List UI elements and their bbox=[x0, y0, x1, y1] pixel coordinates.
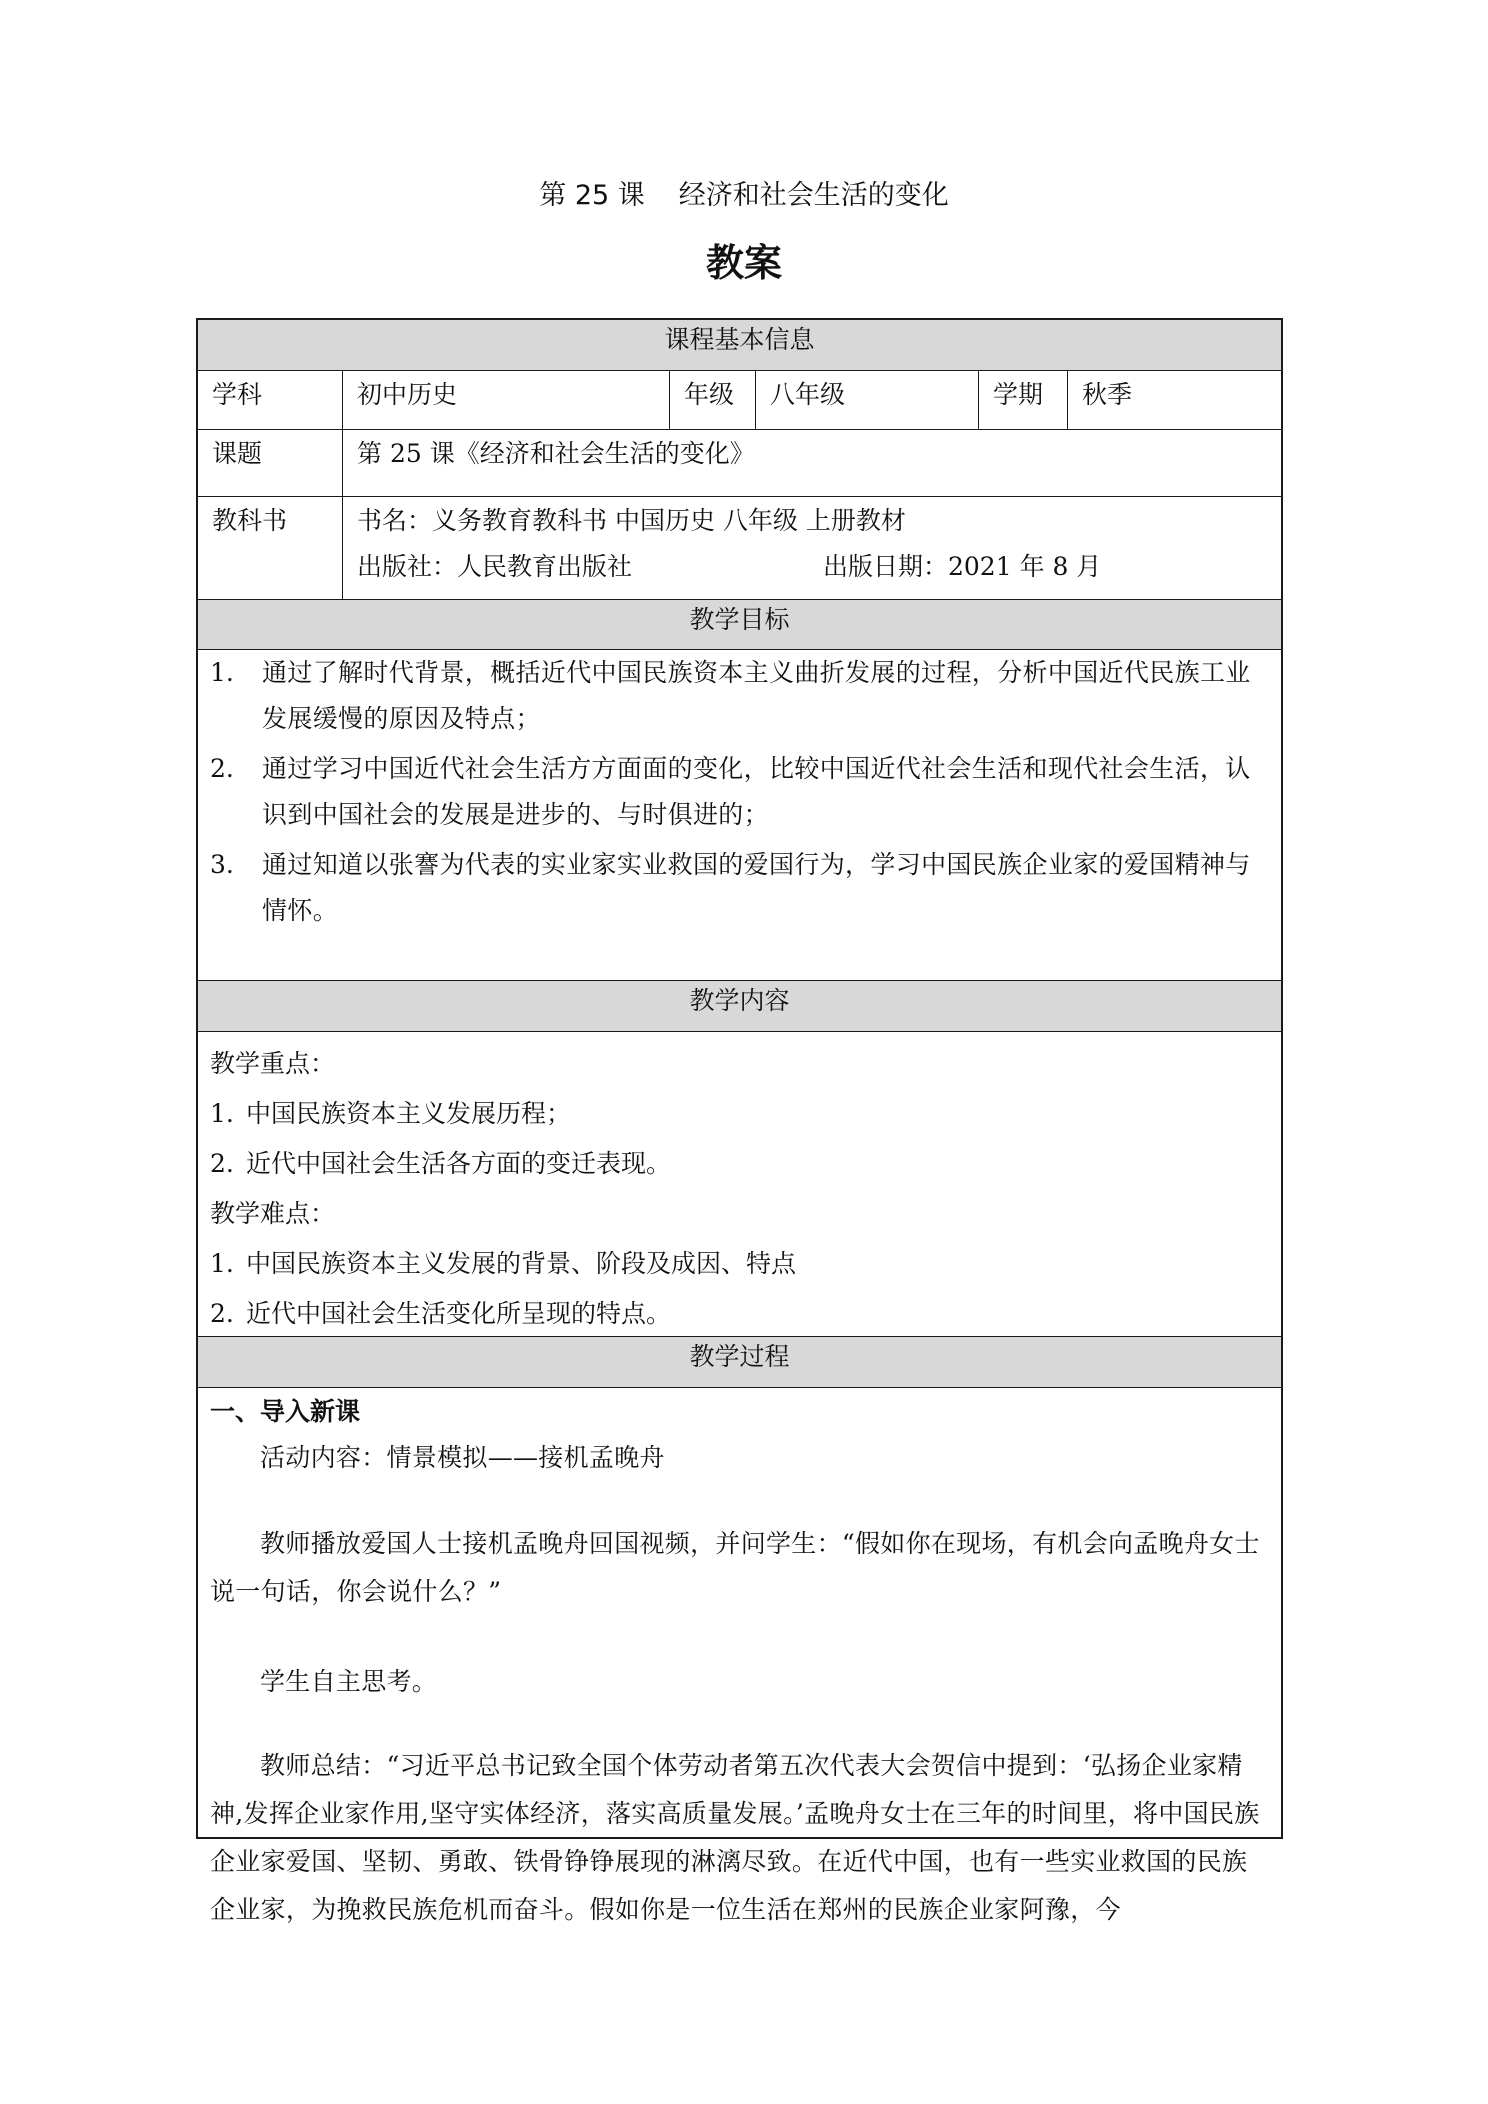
publisher: 出版社：人民教育出版社 bbox=[357, 552, 633, 581]
content-body bbox=[198, 1032, 1281, 1337]
process-heading: 教学过程 bbox=[689, 1342, 790, 1371]
objective-number: 2. bbox=[210, 754, 234, 783]
difficult-point-item bbox=[210, 1294, 671, 1334]
key-point-text: 中国民族资本主义发展历程； bbox=[246, 1099, 572, 1128]
textbook-row bbox=[198, 497, 1281, 600]
topic-row bbox=[198, 430, 1281, 497]
objective-number: 3. bbox=[210, 850, 234, 879]
objectives-body bbox=[198, 650, 1281, 981]
grade-value: 八年级 bbox=[756, 371, 979, 429]
teacher-question-paragraph: 教师播放爱国人士接机孟晚舟回国视频，并问学生：“假如你在现场，有机会向孟晚舟女士说一句话，你会说什么？” bbox=[210, 1529, 1260, 1606]
process-header-row bbox=[198, 1337, 1281, 1388]
subject-row bbox=[198, 371, 1281, 430]
key-point-item bbox=[210, 1094, 571, 1134]
lesson-number: 第 25 课 bbox=[539, 180, 645, 211]
difficult-point-number: 2. bbox=[210, 1299, 234, 1328]
objective-text: 通过了解时代背景，概括近代中国民族资本主义曲折发展的过程，分析中国近代民族工业发展缓慢的原因及特点； bbox=[262, 658, 1251, 733]
process-body bbox=[198, 1388, 1281, 1924]
topic-value: 第 25 课《经济和社会生活的变化》 bbox=[357, 439, 755, 468]
difficult-point-number: 1. bbox=[210, 1249, 234, 1278]
difficult-point-item bbox=[210, 1244, 796, 1284]
key-point-item bbox=[210, 1144, 671, 1184]
objective-text: 通过学习中国近代社会生活方方面面的变化，比较中国近代社会生活和现代社会生活，认识到中国社会的发展是进步的、与时俱进的； bbox=[262, 754, 1251, 829]
key-point-number: 2. bbox=[210, 1149, 234, 1178]
content-heading: 教学内容 bbox=[689, 986, 790, 1015]
activity-paragraph: 活动内容：情景模拟——接机孟晚舟 bbox=[260, 1443, 665, 1472]
key-points-label: 教学重点： bbox=[210, 1049, 336, 1078]
key-point-text: 近代中国社会生活各方面的变迁表现。 bbox=[246, 1149, 672, 1178]
term-label: 学期 bbox=[979, 371, 1068, 429]
grade-label: 年级 bbox=[670, 371, 756, 429]
subject-value: 初中历史 bbox=[343, 371, 670, 429]
objectives-heading: 教学目标 bbox=[689, 605, 790, 634]
student-response-paragraph: 学生自主思考。 bbox=[260, 1667, 438, 1696]
subject-label: 学科 bbox=[198, 371, 343, 429]
page-title bbox=[0, 178, 1488, 214]
objective-text: 通过知道以张謇为代表的实业家实业救国的爱国行为，学习中国民族企业家的爱国精神与情怀。 bbox=[262, 850, 1251, 925]
objectives-header-row bbox=[198, 600, 1281, 650]
section-title-intro: 一、导入新课 bbox=[210, 1397, 361, 1426]
objective-number: 1. bbox=[210, 658, 234, 687]
difficult-point-text: 近代中国社会生活变化所呈现的特点。 bbox=[246, 1299, 672, 1328]
teacher-summary-paragraph: 教师总结：“习近平总书记致全国个体劳动者第五次代表大会贺信中提到：‘弘扬企业家精神,发挥企业家作用,坚守实体经济，落实高质量发展。’孟晚舟女士在三年的时间里，将中国民族企业家爱国、坚韧、勇敢、铁骨铮铮展现的淋漓尽致。在近代中国，也有一些实业救国的民族企业家，为挽救民族危机而奋斗。假如你是一位生活在郑州的民族企业家阿豫，今 bbox=[210, 1751, 1260, 1924]
textbook-info bbox=[343, 497, 1281, 599]
topic-label: 课题 bbox=[198, 430, 343, 496]
textbook-label: 教科书 bbox=[198, 497, 343, 599]
book-name: 书名：义务教育教科书 中国历史 八年级 上册教材 bbox=[357, 506, 906, 535]
basic-info-heading: 课程基本信息 bbox=[664, 325, 815, 354]
difficult-points-label: 教学难点： bbox=[210, 1199, 336, 1228]
lesson-name: 经济和社会生活的变化 bbox=[678, 180, 949, 211]
key-point-number: 1. bbox=[210, 1099, 234, 1128]
term-value: 秋季 bbox=[1082, 380, 1133, 409]
lesson-plan-table bbox=[196, 318, 1283, 1924]
content-header-row bbox=[198, 981, 1281, 1032]
basic-info-header-row bbox=[198, 320, 1281, 371]
document-type-heading: 教案 bbox=[705, 241, 782, 285]
publish-date: 出版日期：2021 年 8 月 bbox=[823, 552, 1102, 581]
difficult-point-text: 中国民族资本主义发展的背景、阶段及成因、特点 bbox=[246, 1249, 797, 1278]
